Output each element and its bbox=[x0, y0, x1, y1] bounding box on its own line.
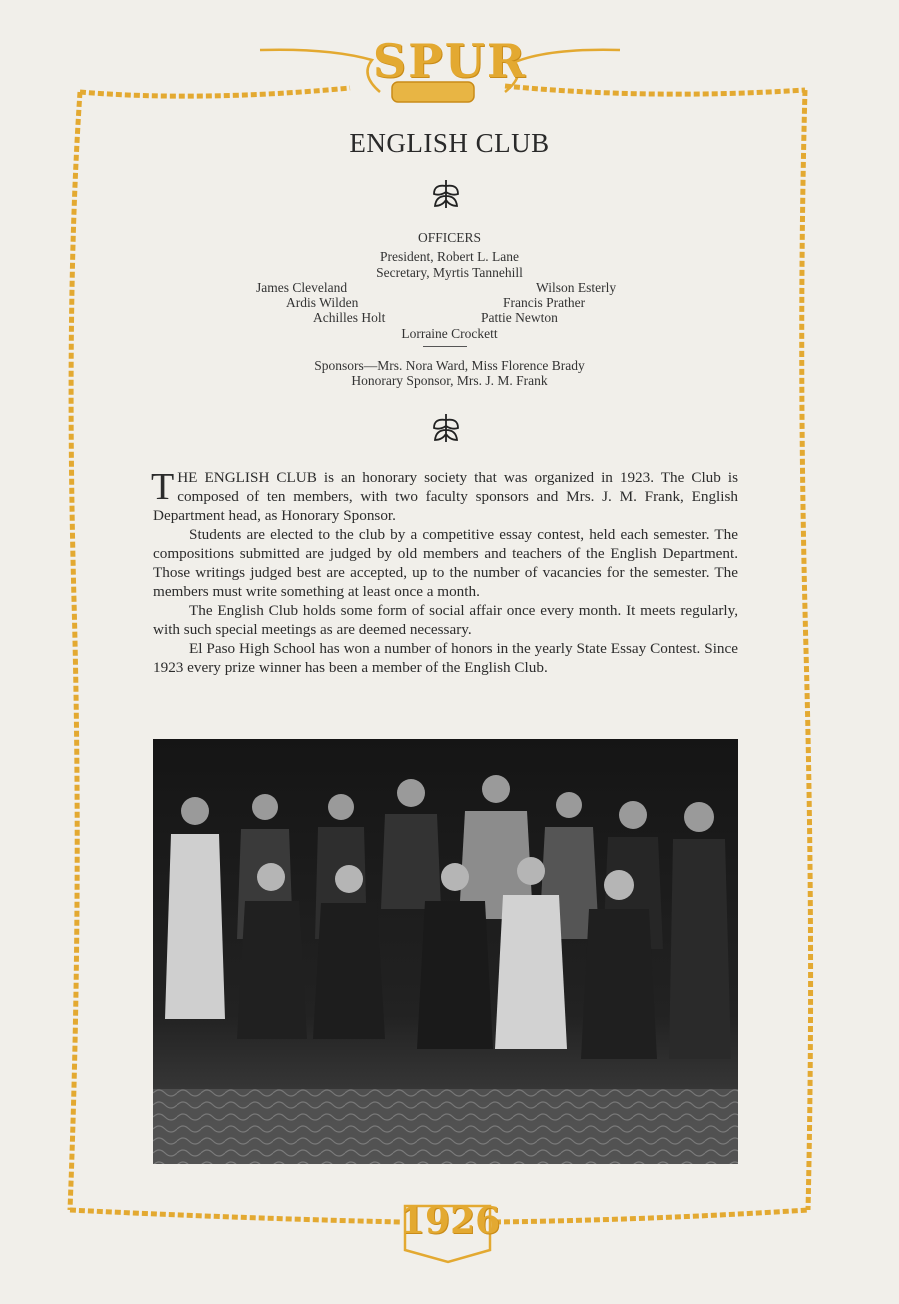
officer-president: President, Robert L. Lane bbox=[379, 249, 520, 265]
border-bottom-right bbox=[495, 1210, 808, 1222]
member-name: James Cleveland bbox=[256, 279, 348, 295]
sponsors-block bbox=[0, 358, 899, 389]
yearbook-year: 1926 bbox=[400, 1200, 501, 1242]
paragraph: The English Club holds some form of social affair once every month. It meets regularly, with such special meetings as are deemed necessary. bbox=[153, 602, 738, 638]
member-name: Lorraine Crockett bbox=[401, 325, 498, 341]
article-body bbox=[153, 468, 738, 677]
paragraph bbox=[153, 468, 738, 525]
divider-rule bbox=[423, 346, 467, 347]
page-title: ENGLISH CLUB bbox=[349, 128, 550, 158]
member-name: Achilles Holt bbox=[313, 310, 386, 326]
drop-cap: T bbox=[151, 466, 175, 508]
member-name: Francis Prather bbox=[503, 295, 586, 311]
member-name: Pattie Newton bbox=[481, 310, 558, 326]
paragraph: Students are elected to the club by a competitive essay contest, held each semester. The compositions submitted are judged by old members and teachers of the English Department. Those writings judged best are accepted, up to the number of vacancies for the semester. The members must write something at least once a month. bbox=[153, 526, 738, 600]
officers-heading: OFFICERS bbox=[417, 230, 482, 245]
paragraph: El Paso High School has won a number of honors in the yearly State Essay Contest. Since 1923 every prize winner has been a member of the English Club. bbox=[153, 640, 738, 676]
group-photograph bbox=[153, 739, 738, 1164]
honorary-sponsor-line: Honorary Sponsor, Mrs. J. M. Frank bbox=[351, 373, 548, 389]
border-bottom-left bbox=[70, 1210, 400, 1222]
sponsors-line: Sponsors—Mrs. Nora Ward, Miss Florence Brady bbox=[314, 358, 585, 373]
leaf-ornament-icon bbox=[428, 176, 464, 212]
border-top-left bbox=[80, 88, 350, 96]
leaf-ornament-icon bbox=[428, 410, 464, 446]
officer-secretary: Secretary, Myrtis Tannehill bbox=[376, 264, 523, 280]
yearbook-title: SPUR bbox=[372, 34, 528, 88]
officers-block bbox=[0, 230, 899, 341]
paragraph-text: HE ENGLISH CLUB is an honorary society that was organized in 1923. The Club is composed of ten members, with two faculty sponsors and Mrs. J. M. Frank, English Department head, as Honorary Sponsor. bbox=[153, 469, 738, 524]
member-name: Wilson Esterly bbox=[536, 279, 617, 295]
group-photo-image bbox=[153, 739, 738, 1164]
member-name: Ardis Wilden bbox=[286, 295, 359, 311]
